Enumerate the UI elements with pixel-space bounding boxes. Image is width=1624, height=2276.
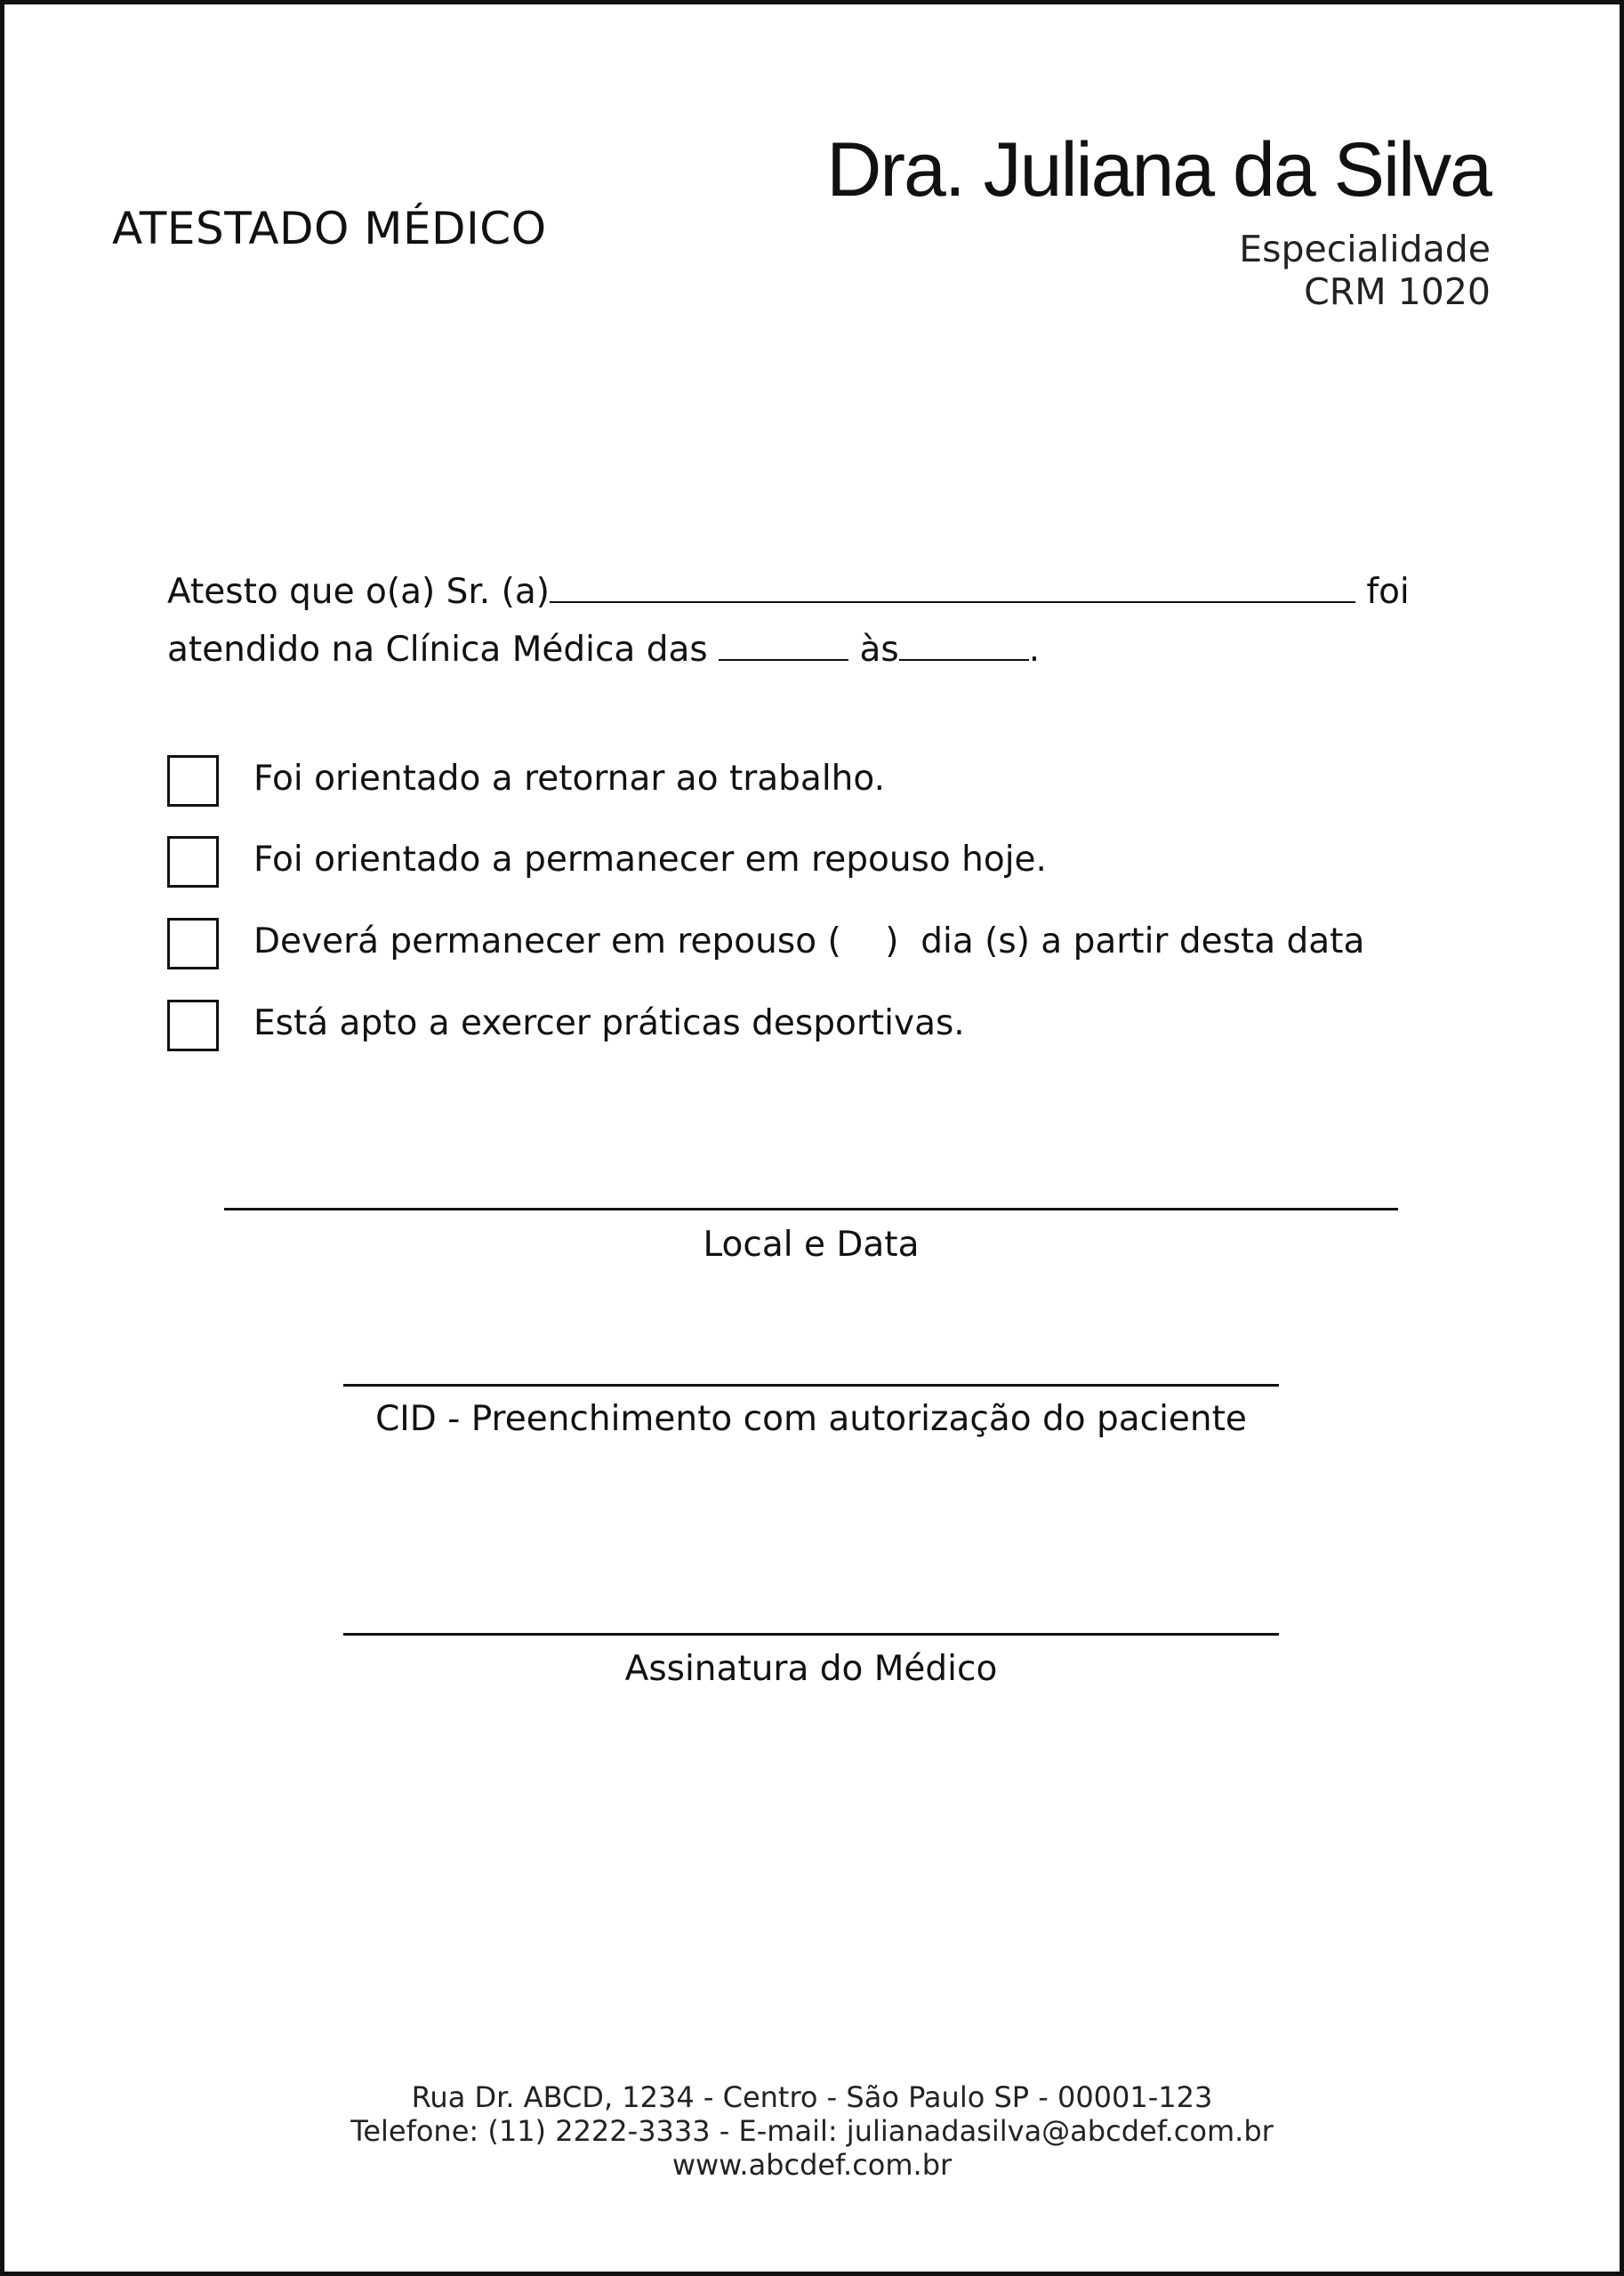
option-label: Está apto a exercer práticas desportivas. bbox=[253, 1003, 965, 1043]
checkbox[interactable] bbox=[167, 1000, 219, 1051]
local-date-line[interactable] bbox=[224, 1208, 1398, 1210]
patient-name-field[interactable] bbox=[550, 575, 1355, 603]
footer-contact: Telefone: (11) 2222-3333 - E-mail: julianadasilva@abcdef.com.br bbox=[350, 2114, 1274, 2148]
statement-text-3: atendido na Clínica Médica das bbox=[167, 630, 708, 670]
checkbox[interactable] bbox=[167, 836, 219, 888]
doctor-signature-line[interactable] bbox=[343, 1633, 1279, 1636]
option-label: Deverá permanecer em repouso ( ) dia (s) a partir desta data bbox=[253, 921, 1365, 961]
end-time-field[interactable] bbox=[899, 632, 1029, 661]
doctor-signature-label: Assinatura do Médico bbox=[624, 1649, 998, 1689]
checkbox[interactable] bbox=[167, 755, 219, 807]
statement-line-1 bbox=[167, 572, 1410, 612]
checkbox[interactable] bbox=[167, 918, 219, 969]
statement-text-5: . bbox=[1028, 630, 1041, 670]
footer-address: Rua Dr. ABCD, 1234 - Centro - São Paulo SP - 00001-123 bbox=[411, 2080, 1213, 2114]
doctor-specialty: Especialidade bbox=[1239, 228, 1491, 270]
cid-label: CID - Preenchimento com autorização do paciente bbox=[375, 1399, 1247, 1439]
footer-website[interactable]: www.abcdef.com.br bbox=[671, 2148, 953, 2182]
statement-line-2 bbox=[167, 630, 1040, 670]
doctor-crm: CRM 1020 bbox=[1304, 270, 1491, 313]
statement-text-4: às bbox=[859, 630, 899, 670]
start-time-field[interactable] bbox=[719, 632, 848, 661]
statement-text-1: Atesto que o(a) Sr. (a) bbox=[167, 572, 550, 612]
option-label: Foi orientado a retornar ao trabalho. bbox=[253, 759, 885, 799]
document-title: ATESTADO MÉDICO bbox=[112, 203, 547, 254]
option-label: Foi orientado a permanecer em repouso hoje. bbox=[253, 840, 1047, 880]
cid-line[interactable] bbox=[343, 1384, 1279, 1387]
local-date-label: Local e Data bbox=[703, 1225, 920, 1265]
statement-text-2: foi bbox=[1366, 572, 1410, 612]
doctor-name: Dra. Juliana da Silva bbox=[826, 127, 1491, 213]
